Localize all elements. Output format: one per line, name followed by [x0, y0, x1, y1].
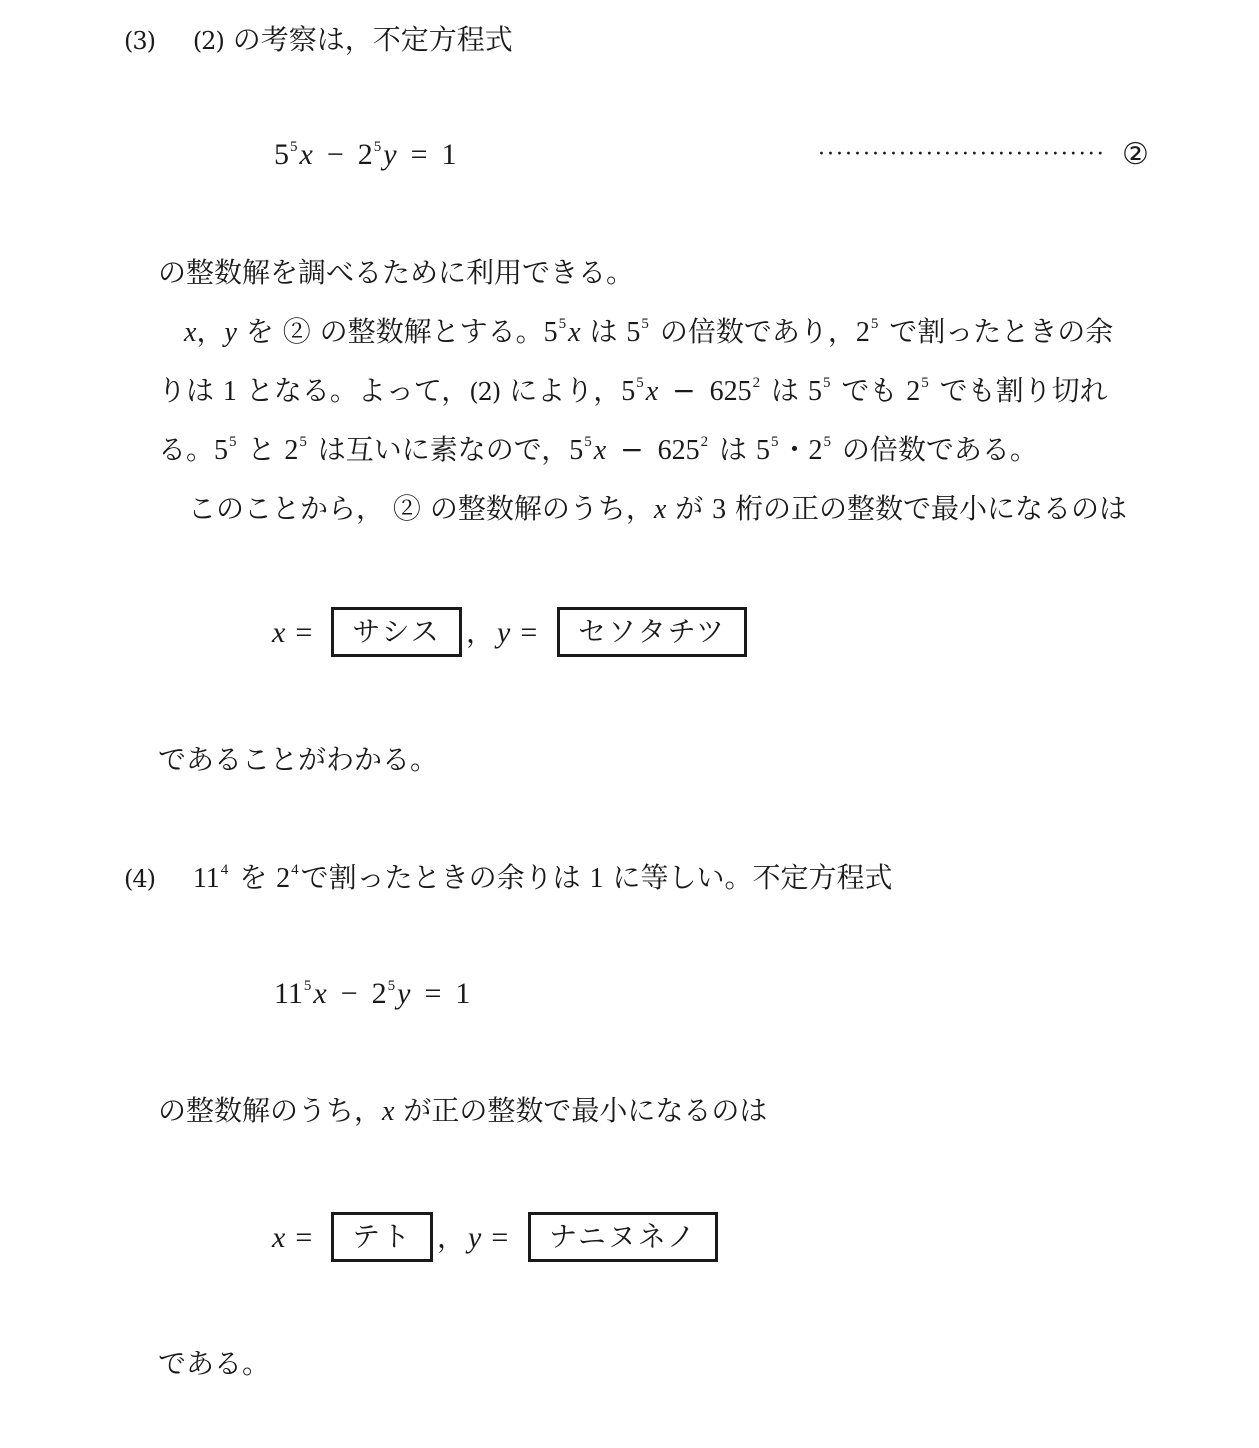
part3-heading — [124, 20, 513, 61]
part3-para-line3: る。$5^5$ と $2^5$ は互いに素なので，$5^5x - 625^2$ は $5^5$・$2^5$ の倍数である。 — [158, 433, 1038, 466]
answer-box-sashisu[interactable]: サシス — [331, 607, 462, 657]
answer3-y-label: y = — [497, 616, 538, 649]
part3-para-line4: このことから， ② の整数解のうち，x が 3 桁の正の整数で最小になるのは — [188, 492, 1128, 525]
answer4-x-label: x = — [272, 1221, 313, 1254]
answer4-comma: ， — [437, 1221, 466, 1254]
part3-intro-text: の考察は，不定方程式 — [232, 23, 513, 56]
answer4-y-label: y = — [468, 1221, 509, 1254]
part4-sentence: の整数解のうち，x が正の整数で最小になるのは — [158, 1094, 768, 1127]
answer-box-naninuneno[interactable]: ナニヌネノ — [528, 1212, 718, 1262]
part3-para-line1: x，y を ② の整数解とする。$5^5x$ は $5^5$ の倍数であり，$2^5$ で割ったときの余 — [184, 315, 1114, 348]
equation-tag: ② — [1122, 137, 1149, 172]
answer3-comma: ， — [466, 616, 495, 649]
answer3-x-label: x = — [272, 616, 313, 649]
equation-leader-dots: ································ — [818, 142, 1106, 166]
answer-box-sesotachitsu[interactable]: セソタチツ — [557, 607, 747, 657]
part4-label: (4) — [124, 865, 155, 893]
part3-sentence1: の整数解を調べるために利用できる。 — [158, 256, 635, 289]
part4-heading: (4) $11^4$ を $2^4$で割ったときの余りは 1 に等しい。不定方程式 — [124, 861, 893, 894]
part3-label: (3) — [124, 27, 155, 55]
answer-box-teto[interactable]: テト — [331, 1212, 433, 1262]
part3-para-line2: りは 1 となる。よって，(2) により，$5^5x - 625^2$ は $5^5$ でも $2^5$ でも割り切れ — [158, 374, 1108, 407]
part3-ref: (2) — [192, 27, 224, 55]
equation-2: $5^5x - 2^5y = 1$ — [274, 138, 457, 171]
part4-closing: である。 — [158, 1347, 271, 1380]
part3-closing: であることがわかる。 — [158, 743, 439, 776]
equation-4: $11^5x - 2^5y = 1$ — [274, 977, 471, 1010]
